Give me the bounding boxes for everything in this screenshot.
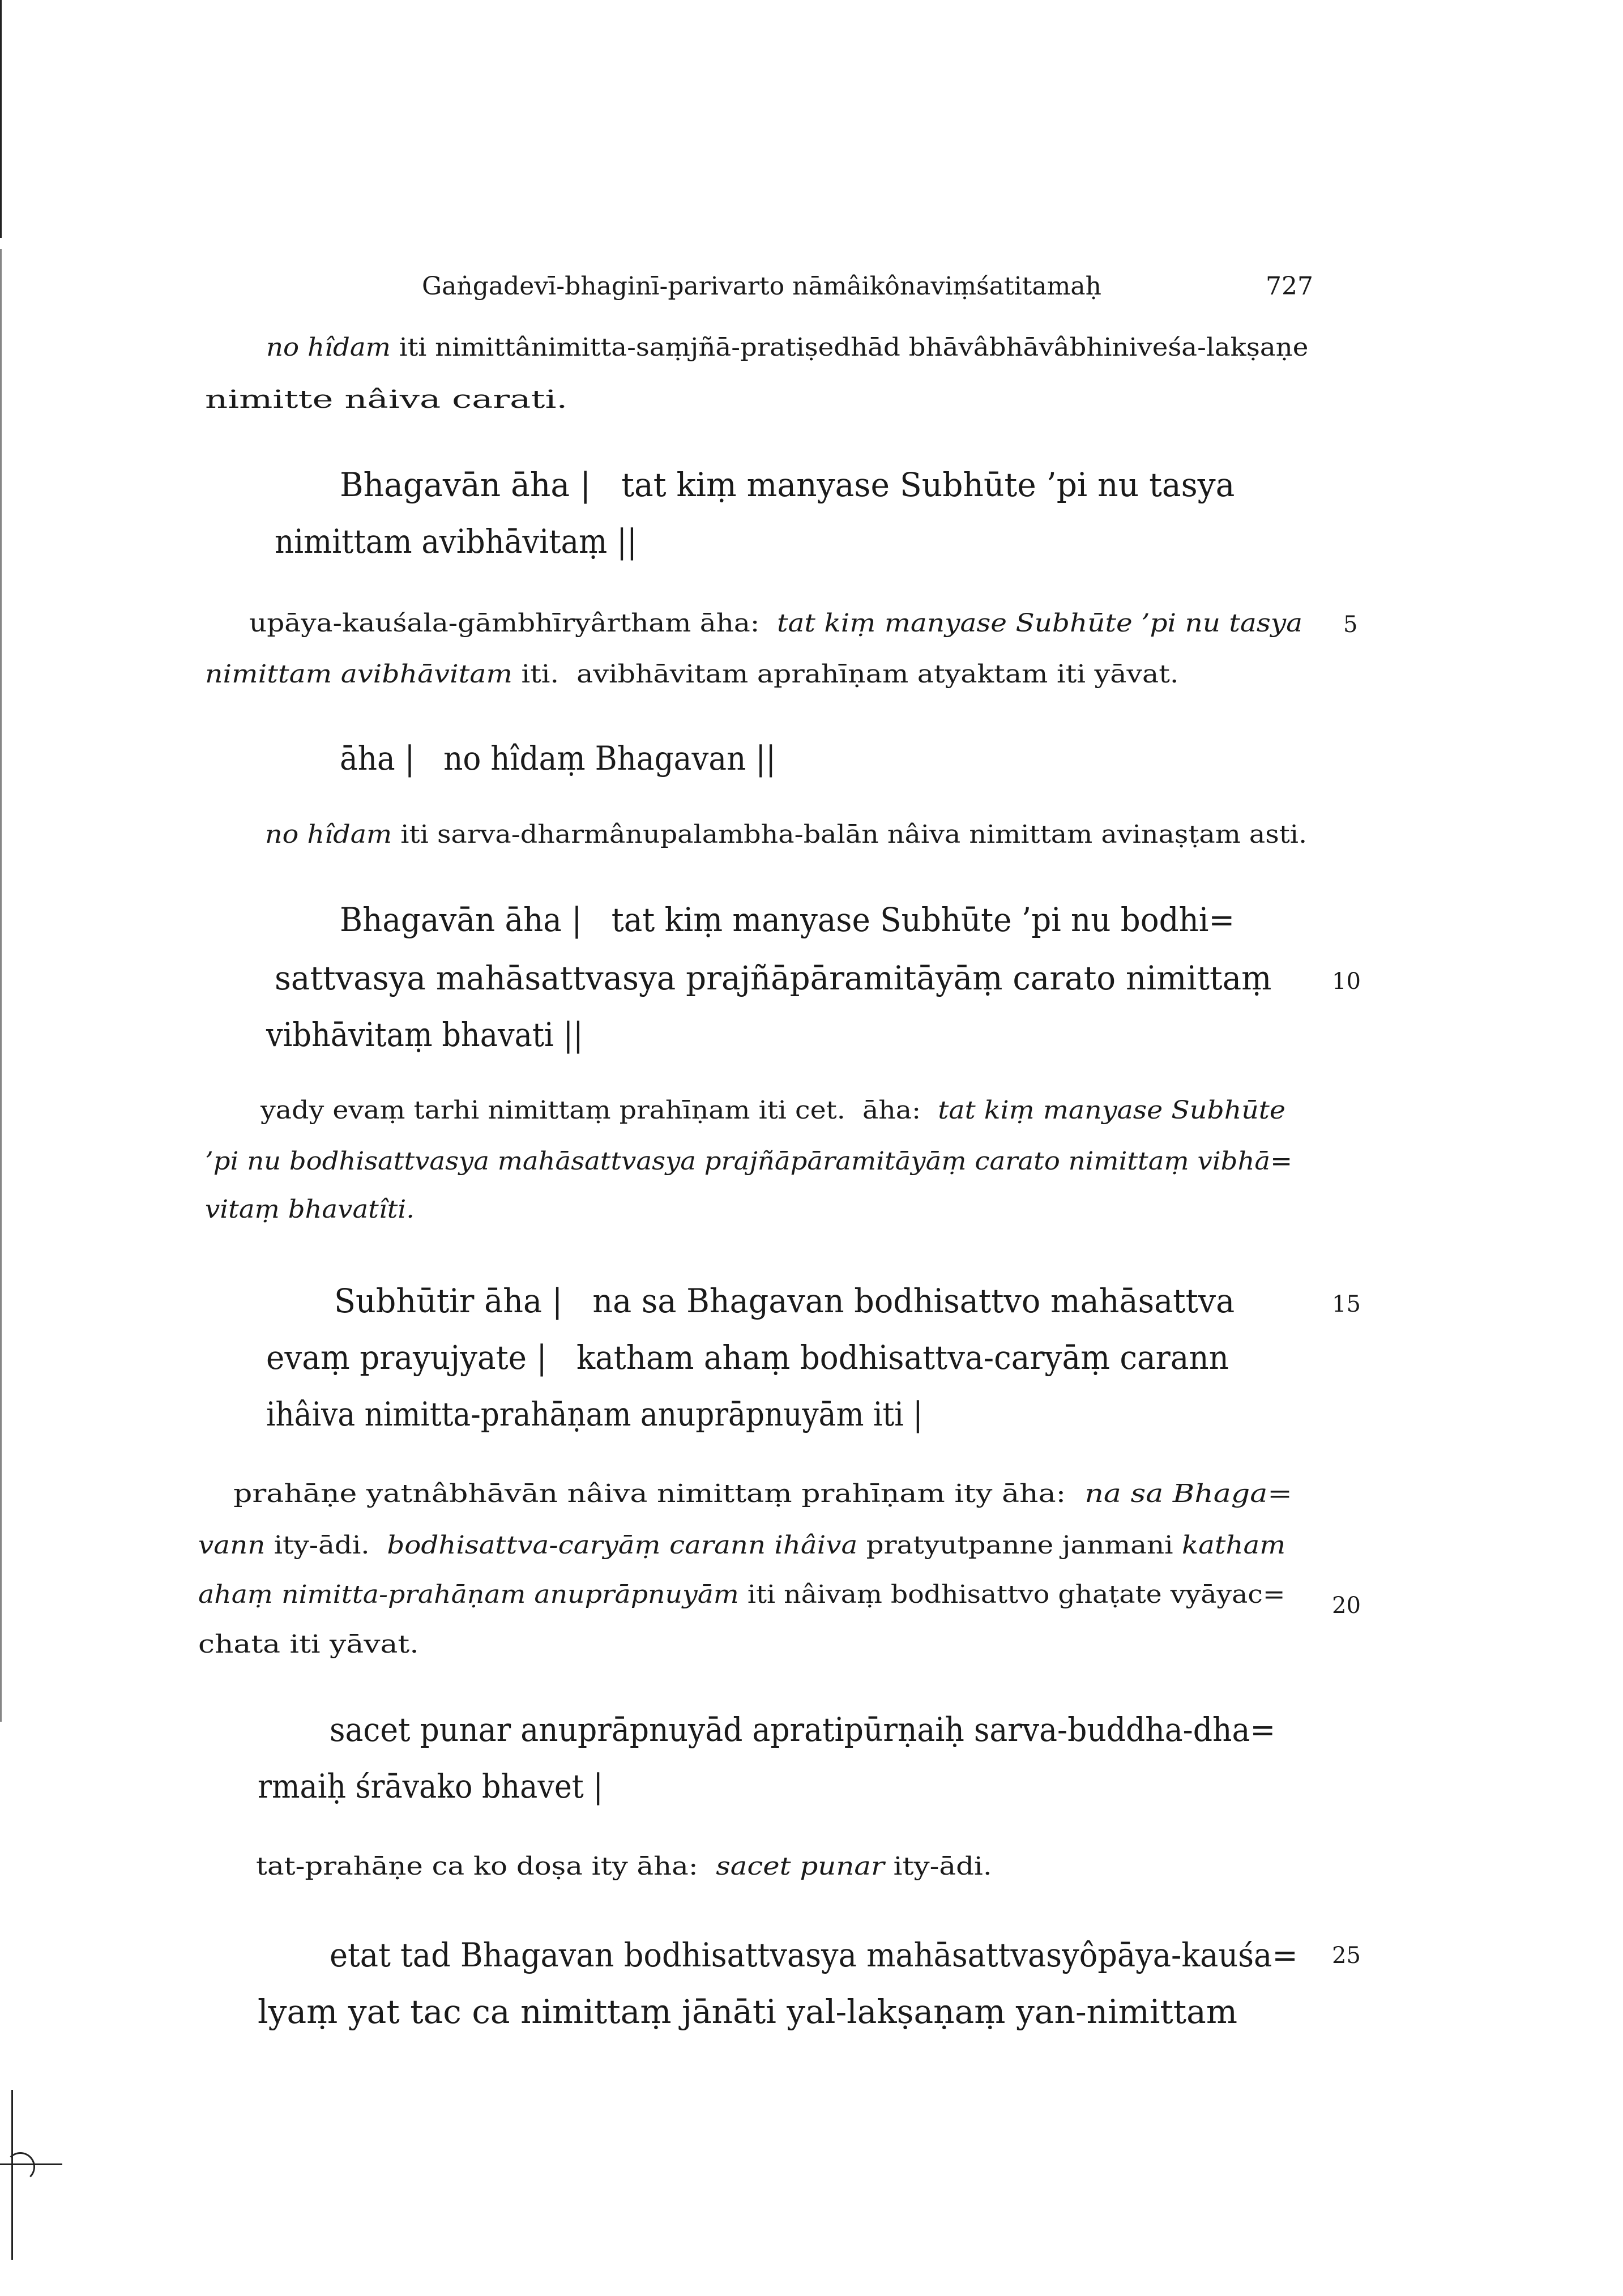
- text-segment: iti nimittânimitta-saṃjñā-pratiṣedhād bhāvâbhāvâbhiniveśa-lakṣaṇe: [390, 333, 1309, 362]
- text-segment: Bhagavān āha | tat kiṃ manyase Subhūte ’pi nu bodhi=: [340, 901, 1235, 939]
- main-text-line: [340, 739, 776, 778]
- main-text-line: [340, 466, 1235, 504]
- italic-text-segment: sacet punar: [716, 1852, 885, 1881]
- commentary-line: [249, 609, 1302, 638]
- text-segment: Bhagavān āha | tat kiṃ manyase Subhūte ’pi nu tasya: [340, 466, 1235, 504]
- text-segment: pratyutpanne janmani: [857, 1531, 1182, 1560]
- text-segment: nimitte nâiva carati.: [205, 385, 568, 414]
- italic-text-segment: ahaṃ nimitta-prahāṇam anuprāpnuyām: [198, 1580, 739, 1609]
- commentary-line: [205, 385, 567, 414]
- main-text-line: [275, 959, 1271, 997]
- commentary-line: [266, 333, 1308, 362]
- text-segment: iti nâivaṃ bodhisattvo ghaṭate vyāyac=: [738, 1580, 1285, 1609]
- text-segment: Subhūtir āha | na sa Bhagavan bodhisattvo mahāsattva: [334, 1282, 1235, 1320]
- main-text-line: [266, 1338, 1229, 1377]
- text-segment: upāya-kauśala-gāmbhīryârtham āha:: [249, 609, 778, 638]
- italic-text-segment: nimittam avibhāvitam: [205, 660, 512, 689]
- italic-text-segment: no hîdam: [265, 820, 392, 849]
- page-number: 727: [1266, 272, 1313, 301]
- commentary-line: [205, 660, 1178, 689]
- italic-text-segment: tat kiṃ manyase Subhūte ’pi nu tasya: [777, 609, 1303, 638]
- text-segment: sattvasya mahāsattvasya prajñāpāramitāyāṃ carato nimittaṃ: [275, 959, 1272, 997]
- running-title: Gaṅgadevī-bhaginī-parivarto nāmâikônaviṃśatitamaḥ: [422, 272, 1101, 301]
- text-segment: lyaṃ yat tac ca nimittaṃ jānāti yal-lakṣaṇaṃ yan-nimittam: [258, 1992, 1238, 2031]
- italic-text-segment: tat kiṃ manyase Subhūte: [938, 1096, 1285, 1125]
- text-segment: prahāṇe yatnâbhāvān nâiva nimittaṃ prahīṇam ity āha:: [233, 1479, 1085, 1508]
- text-segment: nimittam avibhāvitaṃ ||: [275, 522, 637, 561]
- text-segment: rmaiḥ śrāvako bhavet |: [258, 1767, 603, 1806]
- main-text-line: [334, 1282, 1235, 1320]
- commentary-line: [198, 1531, 1285, 1560]
- text-segment: āha | no hîdaṃ Bhagavan ||: [340, 739, 776, 778]
- text-segment: etat tad Bhagavan bodhisattvasya mahāsattvasyôpāya-kauśa=: [330, 1936, 1298, 1974]
- text-segment: sacet punar anuprāpnuyād apratipūrṇaiḥ sarva-buddha-dha=: [330, 1710, 1276, 1749]
- text-segment: vibhāvitaṃ bhavati ||: [266, 1015, 583, 1054]
- text-segment: iti. avibhāvitam aprahīṇam atyaktam iti yāvat.: [512, 660, 1179, 689]
- scan-edge-line: [0, 0, 2, 238]
- italic-text-segment: na sa Bhaga=: [1084, 1479, 1292, 1508]
- text-segment: iti sarva-dharmânupalambha-balān nâiva nimittam avinaṣṭam asti.: [392, 820, 1308, 849]
- text-segment: evaṃ prayujyate | katham ahaṃ bodhisattva-caryāṃ carann: [266, 1338, 1229, 1377]
- italic-text-segment: vitaṃ bhavatîti.: [205, 1195, 415, 1224]
- commentary-line: [233, 1479, 1292, 1508]
- commentary-line: [205, 1147, 1292, 1176]
- text-segment: chata iti yāvat.: [198, 1630, 419, 1659]
- text-segment: yady evaṃ tarhi nimittaṃ prahīṇam iti cet. āha:: [260, 1096, 938, 1125]
- main-text-line: [275, 522, 637, 561]
- commentary-line: [260, 1096, 1285, 1125]
- main-text-line: [266, 1395, 923, 1433]
- line-number: 15: [1332, 1291, 1361, 1317]
- commentary-line: [256, 1852, 992, 1881]
- commentary-line: [205, 1195, 415, 1224]
- italic-text-segment: bodhisattva-caryāṃ carann ihâiva: [387, 1531, 858, 1560]
- text-segment: ity-ādi.: [884, 1852, 992, 1881]
- italic-text-segment: katham: [1181, 1531, 1286, 1560]
- text-segment: ihâiva nimitta-prahāṇam anuprāpnuyām iti |: [266, 1395, 923, 1433]
- line-number: 20: [1332, 1593, 1361, 1619]
- main-text-line: [258, 1767, 603, 1806]
- scan-edge-line-lower: [0, 249, 2, 1722]
- commentary-line: [198, 1630, 419, 1659]
- line-number: 10: [1332, 968, 1361, 995]
- commentary-line: [198, 1580, 1285, 1609]
- italic-text-segment: ’pi nu bodhisattvasya mahāsattvasya prajñāpāramitāyāṃ carato nimittaṃ vibhā=: [205, 1147, 1293, 1176]
- main-text-line: [258, 1992, 1237, 2031]
- italic-text-segment: no hîdam: [266, 333, 391, 362]
- line-number: 5: [1343, 612, 1358, 638]
- commentary-line: [265, 820, 1307, 849]
- line-number: 25: [1332, 1943, 1361, 1969]
- crop-mark: [6, 2152, 35, 2182]
- main-text-line: [266, 1015, 583, 1054]
- text-segment: ity-ādi.: [265, 1531, 387, 1560]
- main-text-line: [330, 1936, 1298, 1974]
- main-text-line: [330, 1710, 1275, 1749]
- main-text-line: [340, 901, 1235, 939]
- italic-text-segment: vann: [198, 1531, 266, 1560]
- text-segment: tat-prahāṇe ca ko doṣa ity āha:: [256, 1852, 716, 1881]
